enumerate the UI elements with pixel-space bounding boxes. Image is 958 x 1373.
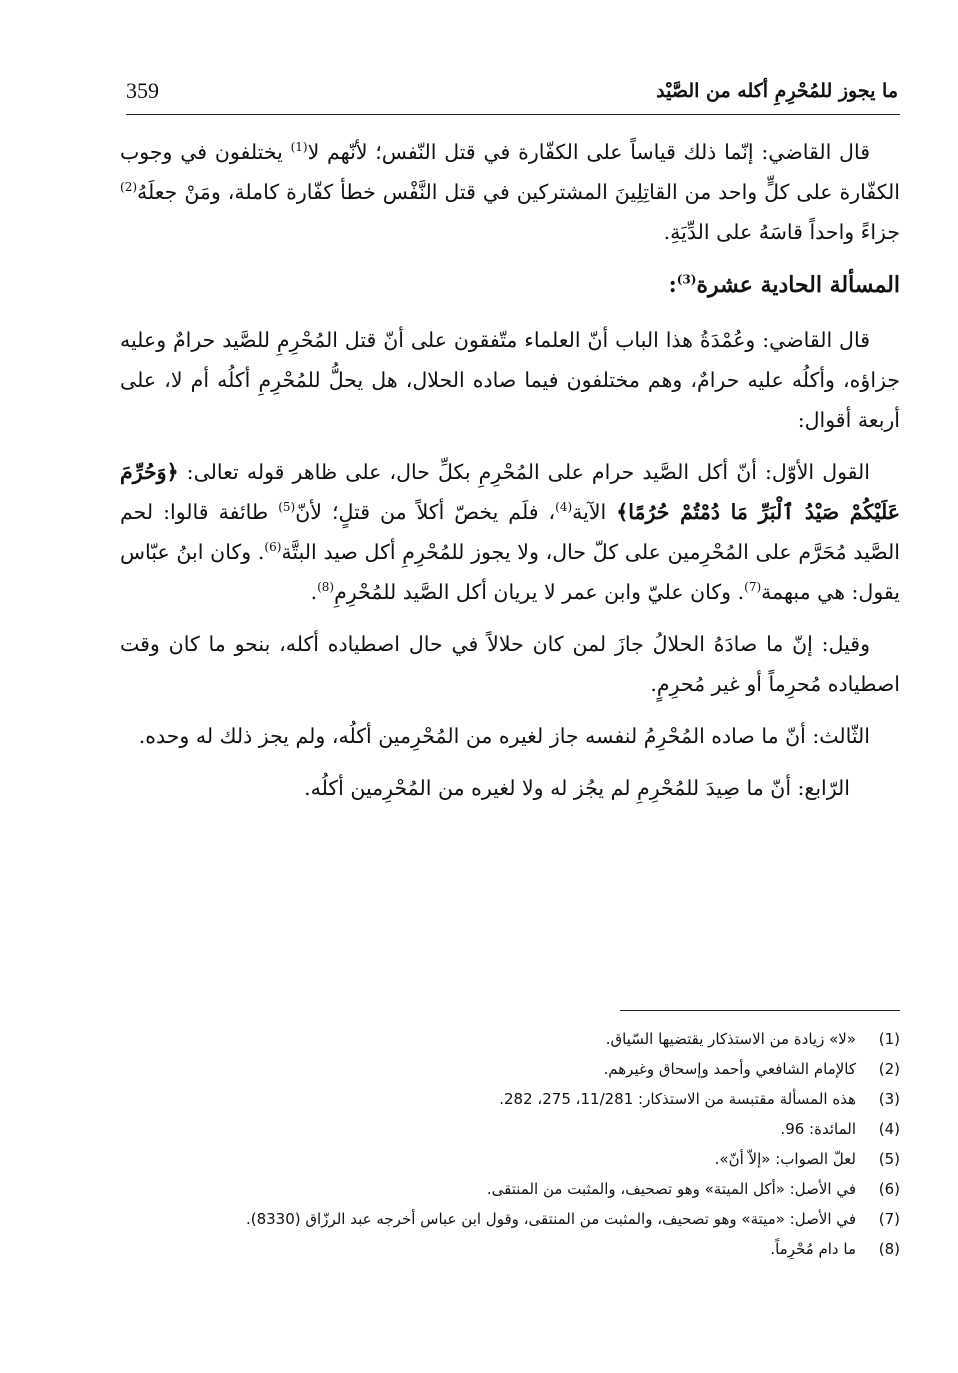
footnote-item bbox=[120, 1204, 900, 1234]
quran-verse: ﴿وَحُرِّمَ عَلَيْكُمْ صَيْدُ ٱلْبَرِّ مَا دُمْتُمْ حُرُمًا﴾ bbox=[120, 460, 900, 524]
running-title: ما يجوز للمُحْرِمِ أكله من الصَّيْد bbox=[656, 80, 898, 102]
footnote-text: لعلّ الصواب: «إلاّ أنّ». bbox=[714, 1150, 856, 1168]
footnote-item bbox=[120, 1114, 900, 1144]
footnote-text: هذه المسألة مقتبسة من الاستذكار: 11/281، 275، 282. bbox=[499, 1090, 856, 1108]
footnote-number: (4) bbox=[878, 1120, 900, 1138]
text-segment: القول الأوّل: أنّ أكل الصَّيد حرام على المُحْرِمِ بكلِّ حال، على ظاهر قوله تعالى: bbox=[178, 460, 870, 484]
paragraph-umdat-al-bab: قال القاضي: وعُمْدَةُ هذا الباب أنّ العلماء متّفقون على أنّ قتل المُحْرِمِ للصَّيد حرامٌ وعليه جزاؤه، وأكلُه عليه حرامٌ، وهم مختلفون فيما صاده الحلال، هل يحلُّ للمُحْرِمِ أكلُه أم لا، على أربعة أقوال: bbox=[120, 328, 900, 432]
footnote-text: «لا» زيادة من الاستذكار يقتضيها السّياق. bbox=[605, 1030, 856, 1048]
footnotes bbox=[120, 1024, 900, 1264]
footnote-item bbox=[120, 1084, 900, 1114]
footnote-text: كالإمام الشافعي وأحمد وإسحاق وغيرهم. bbox=[603, 1060, 856, 1078]
footnote-number: (6) bbox=[878, 1180, 900, 1198]
footnote-text: في الأصل: «أكل الميتة» وهو تصحيف، والمثبت من المنتقى. bbox=[486, 1180, 856, 1198]
footnote-item bbox=[120, 1234, 900, 1264]
footnote-number: (3) bbox=[878, 1090, 900, 1108]
footnote-number: (2) bbox=[878, 1060, 900, 1078]
paragraph-first-opinion bbox=[120, 452, 900, 612]
footnote-ref-5[interactable]: (5) bbox=[278, 500, 296, 515]
footnote-text: في الأصل: «ميتة» وهو تصحيف، والمثبت من المنتقى، وقول ابن عباس أخرجه عبد الرزّاق (8330). bbox=[245, 1210, 856, 1228]
text-segment: ، فلَم يخصّ أكلاً من قتلٍ؛ لأنّ bbox=[295, 500, 556, 524]
heading-text: المسألة الحادية عشرة bbox=[696, 272, 900, 298]
footnote-ref-8[interactable]: (8) bbox=[317, 580, 335, 595]
footnote-ref-1[interactable]: (1) bbox=[290, 140, 308, 155]
footnote-text: ما دام مُحْرِماً. bbox=[770, 1240, 856, 1258]
text-segment: جزاءً واحداً قاسَهُ على الدِّيَةِ. bbox=[663, 220, 900, 244]
paragraph-third-opinion: الثّالث: أنّ ما صاده المُحْرِمُ لنفسه جاز لغيره من المُحْرِمين أكلُه، ولم يجز ذلك له وحده. bbox=[138, 724, 870, 748]
text-segment: . bbox=[310, 580, 318, 604]
footnote-item bbox=[120, 1144, 900, 1174]
running-header bbox=[126, 78, 900, 115]
text-segment: الآية bbox=[572, 500, 617, 524]
text-segment: . وكان عليّ وابن عمر لا يريان أكل الصَّيد للمُحْرِمِ bbox=[334, 580, 745, 604]
footnote-ref-4[interactable]: (4) bbox=[555, 500, 573, 515]
text-segment: قال القاضي: إنّما ذلك قياساً على الكفّارة في قتل النّفس؛ لأنّهم لا bbox=[307, 140, 870, 164]
text-segment: يختلفون في وجوب الكفّارة على كلٍّ واحد من القاتِلِينَ المشتركين في قتل النَّفْس خطأ كفّارة كاملة، ومَنْ جعلَهُ bbox=[120, 140, 900, 204]
paragraph-qadi-qiyas bbox=[120, 132, 900, 252]
paragraph-fourth-opinion: الرّابع: أنّ ما صِيدَ للمُحْرِمِ لم يجُز له ولا لغيره من المُحْرِمين أكلُه. bbox=[304, 776, 850, 800]
main-text bbox=[120, 132, 900, 820]
footnote-number: (1) bbox=[878, 1030, 900, 1048]
footnote-item bbox=[120, 1024, 900, 1054]
footnote-number: (8) bbox=[878, 1240, 900, 1258]
footnote-number: (5) bbox=[878, 1150, 900, 1168]
footnote-ref-2[interactable]: (2) bbox=[120, 180, 138, 195]
footnote-ref-3[interactable]: (3) bbox=[676, 272, 697, 287]
footnote-divider bbox=[620, 1010, 900, 1011]
footnote-ref-6[interactable]: (6) bbox=[264, 540, 282, 555]
paragraph-second-opinion: وقيل: إنّ ما صادَهُ الحلالُ جازَ لمن كان حلالاً في حال اصطياده أكله، بنحو ما كان وقت اصطياده مُحرِماً أو غير مُحرِمٍ. bbox=[120, 632, 900, 696]
section-heading bbox=[120, 264, 900, 306]
text-segment: . وكان ابنُ عبّاس يقول: هي مبهمة bbox=[120, 540, 900, 604]
page-number: 359 bbox=[126, 78, 159, 103]
footnote-number: (7) bbox=[878, 1210, 900, 1228]
footnote-ref-7[interactable]: (7) bbox=[744, 580, 762, 595]
heading-colon: : bbox=[668, 272, 677, 298]
footnote-item bbox=[120, 1054, 900, 1084]
text-segment: طائفة قالوا: لحم الصَّيد مُحَرَّم على المُحْرِمين على كلّ حال، ولا يجوز للمُحْرِمِ أكل صيد البتَّة bbox=[120, 500, 900, 564]
footnote-item bbox=[120, 1174, 900, 1204]
footnote-text: المائدة: 96. bbox=[780, 1120, 856, 1138]
